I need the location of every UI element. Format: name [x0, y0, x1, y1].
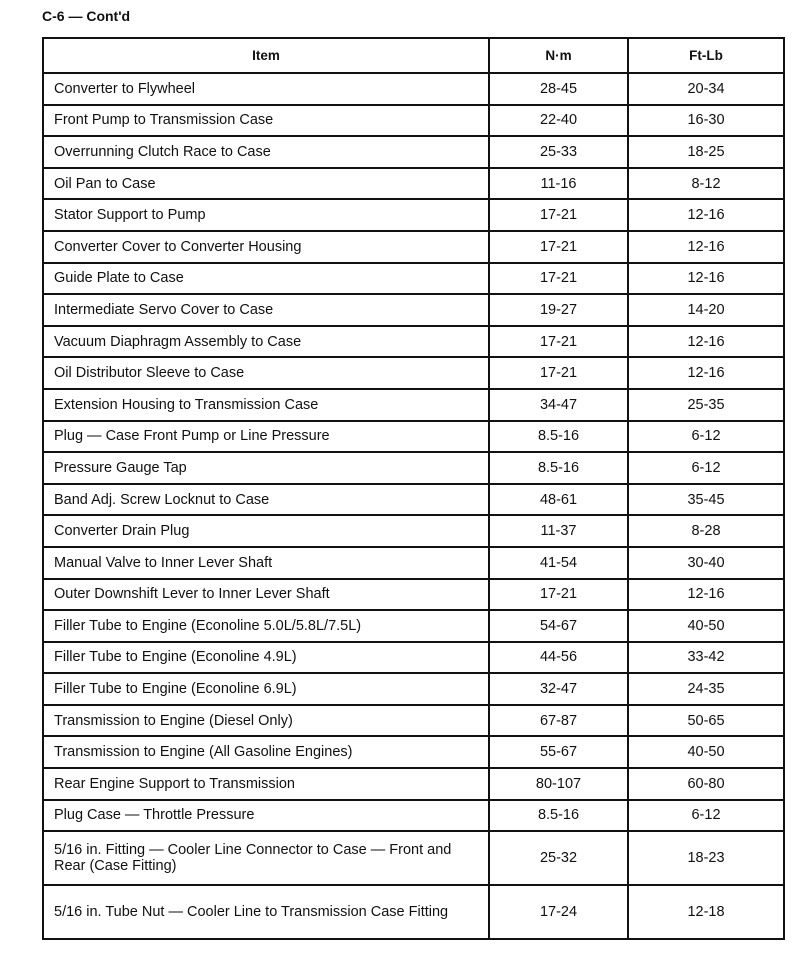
table-row: [43, 705, 784, 737]
ftlb-cell: 30-40: [628, 547, 784, 579]
item-cell: Transmission to Engine (All Gasoline Engines): [43, 736, 489, 768]
item-cell: Overrunning Clutch Race to Case: [43, 136, 489, 168]
item-cell: Oil Distributor Sleeve to Case: [43, 357, 489, 389]
item-cell: 5/16 in. Tube Nut — Cooler Line to Transmission Case Fitting: [43, 885, 489, 939]
table-row: [43, 326, 784, 358]
ftlb-cell: 8-28: [628, 515, 784, 547]
ftlb-cell: 35-45: [628, 484, 784, 516]
ftlb-cell: 33-42: [628, 642, 784, 674]
table-row: [43, 736, 784, 768]
table-row: [43, 105, 784, 137]
table-row: [43, 800, 784, 832]
nm-cell: 22-40: [489, 105, 628, 137]
table-row: [43, 199, 784, 231]
item-cell: Converter Cover to Converter Housing: [43, 231, 489, 263]
header-item: Item: [43, 38, 489, 73]
item-cell: Plug Case — Throttle Pressure: [43, 800, 489, 832]
nm-cell: 44-56: [489, 642, 628, 674]
nm-cell: 48-61: [489, 484, 628, 516]
table-row: [43, 673, 784, 705]
nm-cell: 17-21: [489, 263, 628, 295]
ftlb-cell: 16-30: [628, 105, 784, 137]
ftlb-cell: 12-16: [628, 263, 784, 295]
ftlb-cell: 18-23: [628, 831, 784, 885]
ftlb-cell: 20-34: [628, 73, 784, 105]
nm-cell: 17-21: [489, 231, 628, 263]
item-cell: Converter Drain Plug: [43, 515, 489, 547]
nm-cell: 34-47: [489, 389, 628, 421]
table-row: [43, 768, 784, 800]
item-cell: Oil Pan to Case: [43, 168, 489, 200]
ftlb-cell: 12-16: [628, 231, 784, 263]
nm-cell: 17-21: [489, 199, 628, 231]
item-cell: Outer Downshift Lever to Inner Lever Shaft: [43, 579, 489, 611]
item-cell: Extension Housing to Transmission Case: [43, 389, 489, 421]
item-cell: Manual Valve to Inner Lever Shaft: [43, 547, 489, 579]
table-row: [43, 357, 784, 389]
item-cell: Filler Tube to Engine (Econoline 4.9L): [43, 642, 489, 674]
table-row: [43, 484, 784, 516]
nm-cell: 17-21: [489, 357, 628, 389]
nm-cell: 67-87: [489, 705, 628, 737]
ftlb-cell: 14-20: [628, 294, 784, 326]
ftlb-cell: 6-12: [628, 800, 784, 832]
item-cell: Filler Tube to Engine (Econoline 6.9L): [43, 673, 489, 705]
ftlb-cell: 18-25: [628, 136, 784, 168]
ftlb-cell: 6-12: [628, 452, 784, 484]
table-row: [43, 73, 784, 105]
table-row: [43, 515, 784, 547]
item-cell: Band Adj. Screw Locknut to Case: [43, 484, 489, 516]
nm-cell: 80-107: [489, 768, 628, 800]
item-cell: Front Pump to Transmission Case: [43, 105, 489, 137]
nm-cell: 11-16: [489, 168, 628, 200]
header-ftlb: Ft-Lb: [628, 38, 784, 73]
ftlb-cell: 40-50: [628, 736, 784, 768]
table-row: [43, 579, 784, 611]
item-cell: Stator Support to Pump: [43, 199, 489, 231]
table-row: [43, 547, 784, 579]
nm-cell: 8.5-16: [489, 421, 628, 453]
ftlb-cell: 8-12: [628, 168, 784, 200]
nm-cell: 54-67: [489, 610, 628, 642]
ftlb-cell: 12-18: [628, 885, 784, 939]
ftlb-cell: 12-16: [628, 326, 784, 358]
nm-cell: 11-37: [489, 515, 628, 547]
nm-cell: 32-47: [489, 673, 628, 705]
table-caption: C-6 — Cont'd: [42, 8, 131, 24]
item-cell: Vacuum Diaphragm Assembly to Case: [43, 326, 489, 358]
nm-cell: 55-67: [489, 736, 628, 768]
ftlb-cell: 12-16: [628, 199, 784, 231]
nm-cell: 8.5-16: [489, 452, 628, 484]
table-row: [43, 231, 784, 263]
nm-cell: 28-45: [489, 73, 628, 105]
nm-cell: 17-21: [489, 579, 628, 611]
nm-cell: 17-24: [489, 885, 628, 939]
ftlb-cell: 24-35: [628, 673, 784, 705]
nm-cell: 17-21: [489, 326, 628, 358]
item-cell: Guide Plate to Case: [43, 263, 489, 295]
ftlb-cell: 6-12: [628, 421, 784, 453]
ftlb-cell: 50-65: [628, 705, 784, 737]
nm-cell: 41-54: [489, 547, 628, 579]
ftlb-cell: 60-80: [628, 768, 784, 800]
item-cell: Converter to Flywheel: [43, 73, 489, 105]
item-cell: Plug — Case Front Pump or Line Pressure: [43, 421, 489, 453]
table-row: [43, 642, 784, 674]
table-row: [43, 136, 784, 168]
table-row: [43, 263, 784, 295]
table-row: [43, 885, 784, 939]
item-cell: Rear Engine Support to Transmission: [43, 768, 489, 800]
table-row: [43, 389, 784, 421]
table-row: [43, 294, 784, 326]
item-cell: Intermediate Servo Cover to Case: [43, 294, 489, 326]
item-cell: Pressure Gauge Tap: [43, 452, 489, 484]
item-cell: Filler Tube to Engine (Econoline 5.0L/5.8L/7.5L): [43, 610, 489, 642]
ftlb-cell: 25-35: [628, 389, 784, 421]
table-row: [43, 421, 784, 453]
table-header-row: [43, 38, 784, 73]
nm-cell: 25-32: [489, 831, 628, 885]
table-row: [43, 610, 784, 642]
nm-cell: 25-33: [489, 136, 628, 168]
table-row: [43, 831, 784, 885]
header-nm: N·m: [489, 38, 628, 73]
nm-cell: 8.5-16: [489, 800, 628, 832]
nm-cell: 19-27: [489, 294, 628, 326]
table-row: [43, 452, 784, 484]
ftlb-cell: 12-16: [628, 579, 784, 611]
item-cell: 5/16 in. Fitting — Cooler Line Connector to Case — Front and Rear (Case Fitting): [43, 831, 489, 885]
ftlb-cell: 12-16: [628, 357, 784, 389]
item-cell: Transmission to Engine (Diesel Only): [43, 705, 489, 737]
table-row: [43, 168, 784, 200]
ftlb-cell: 40-50: [628, 610, 784, 642]
torque-spec-table: [42, 37, 785, 940]
